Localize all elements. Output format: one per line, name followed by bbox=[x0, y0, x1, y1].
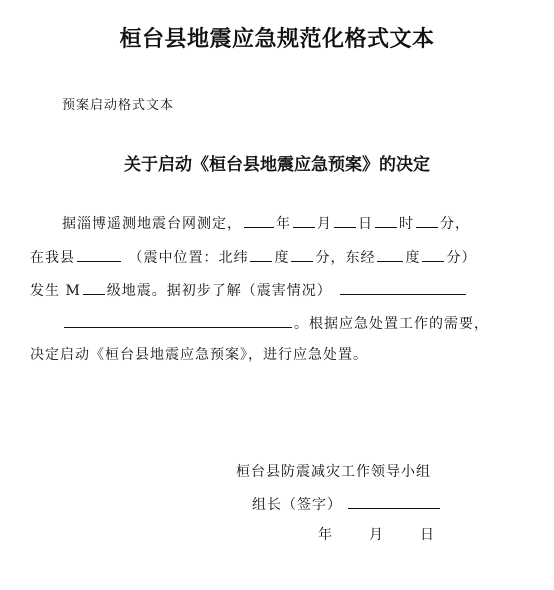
minute-label: 分， bbox=[440, 216, 470, 232]
signature-date bbox=[318, 524, 435, 544]
leading-group-name: 桓台县防震减灾工作领导小组 bbox=[236, 464, 431, 480]
county-text: 在我县 bbox=[30, 250, 75, 266]
lat-minute-label: 分，东经 bbox=[315, 250, 376, 266]
sign-year-label: 年 bbox=[318, 527, 333, 543]
magnitude-text: 发生 M bbox=[30, 283, 81, 299]
damage-blank[interactable] bbox=[340, 280, 466, 295]
leader-label: 组长（签字） bbox=[252, 497, 342, 513]
damage-text: 级地震。据初步了解（震害情况） bbox=[106, 283, 332, 299]
body-line-5: 决定启动《桓台县地震应急预案》，进行应急处置。 bbox=[30, 347, 368, 363]
lon-degree-label: 度 bbox=[405, 250, 421, 266]
day-label: 日 bbox=[358, 216, 373, 232]
lon-minute-blank[interactable] bbox=[422, 247, 444, 262]
lat-degree-blank[interactable] bbox=[250, 247, 272, 262]
lon-minute-label: 分） bbox=[446, 250, 477, 266]
sign-month-label: 月 bbox=[369, 527, 384, 543]
hour-blank[interactable] bbox=[375, 213, 397, 228]
leader-signature-line bbox=[252, 494, 442, 514]
damage-blank-continued[interactable] bbox=[64, 313, 292, 328]
response-need-text: 。根据应急处置工作的需要， bbox=[294, 316, 489, 332]
body-line-4 bbox=[62, 313, 489, 333]
document-subtitle: 预案启动格式文本 bbox=[62, 98, 175, 113]
epicenter-text: （震中位置：北纬 bbox=[128, 250, 249, 266]
month-blank[interactable] bbox=[293, 213, 315, 228]
location-blank[interactable] bbox=[77, 247, 121, 262]
year-label: 年 bbox=[276, 216, 291, 232]
year-blank[interactable] bbox=[244, 213, 274, 228]
decision-heading: 关于启动《桓台县地震应急预案》的决定 bbox=[124, 155, 430, 175]
lat-minute-blank[interactable] bbox=[291, 247, 313, 262]
lat-degree-label: 度 bbox=[274, 250, 290, 266]
network-text: 据淄博遥测地震台网测定， bbox=[62, 216, 242, 232]
signature-blank[interactable] bbox=[348, 494, 440, 509]
body-line-1 bbox=[62, 213, 470, 233]
document-title: 桓台县地震应急规范化格式文本 bbox=[119, 26, 435, 52]
month-label: 月 bbox=[317, 216, 332, 232]
sign-day-label: 日 bbox=[420, 527, 435, 543]
magnitude-blank[interactable] bbox=[83, 280, 105, 295]
minute-blank[interactable] bbox=[416, 213, 438, 228]
lon-degree-blank[interactable] bbox=[377, 247, 403, 262]
body-line-3 bbox=[30, 280, 468, 300]
body-line-2 bbox=[30, 247, 476, 267]
hour-label: 时 bbox=[399, 216, 414, 232]
day-blank[interactable] bbox=[334, 213, 356, 228]
